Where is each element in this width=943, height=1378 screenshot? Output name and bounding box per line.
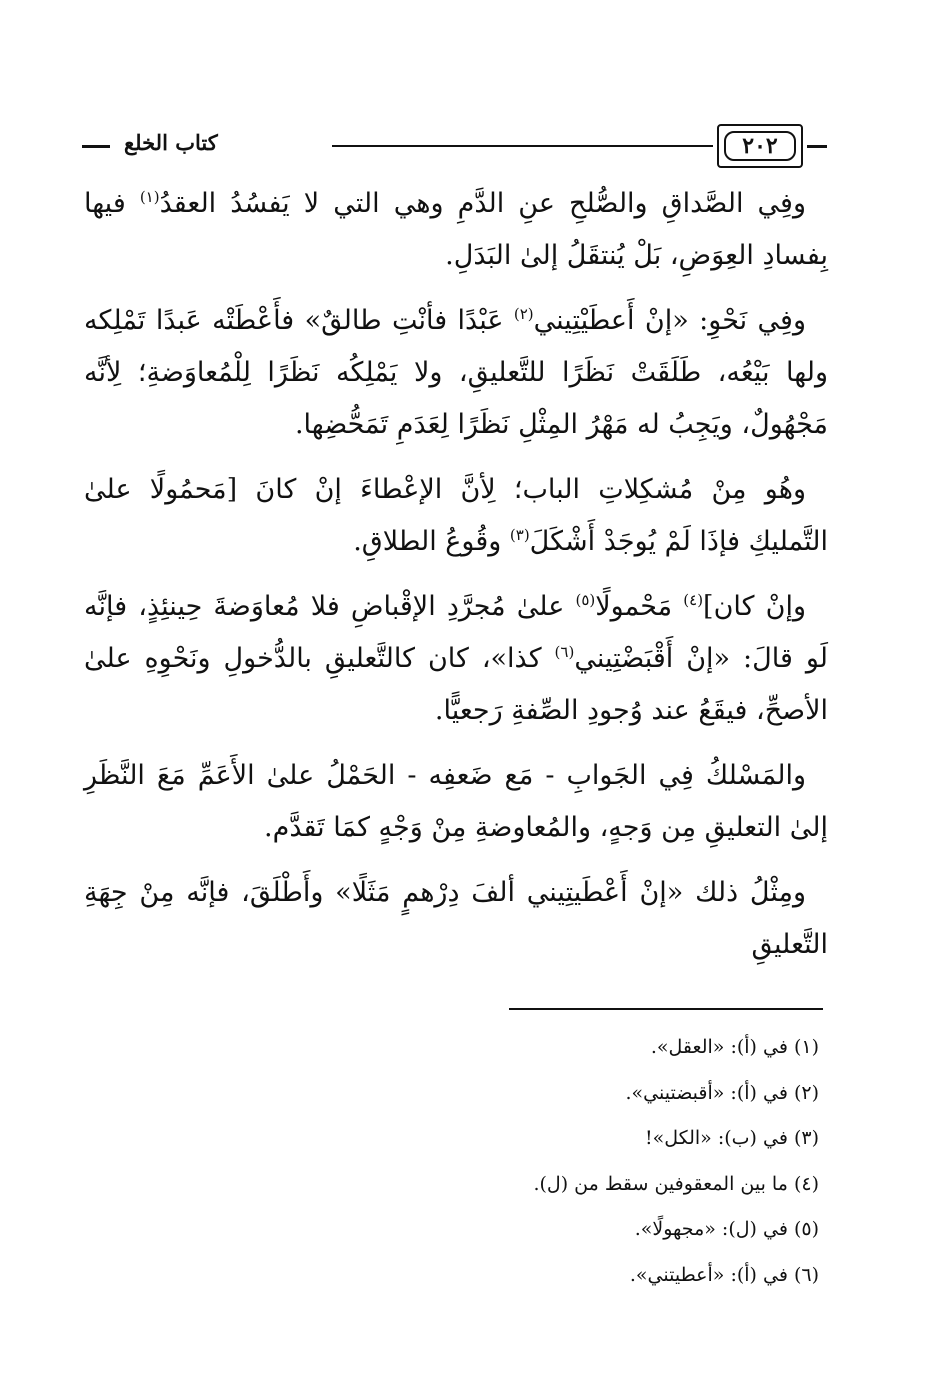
book-title: كتاب الخلع bbox=[124, 130, 218, 155]
footnote: (٣) في (ب): «الكل»! bbox=[644, 1127, 819, 1149]
paragraph-text: وفِي نَحْوِ: «إنْ أَعطَيْتِيني bbox=[533, 305, 806, 336]
footnote-reference: (٤) bbox=[683, 591, 704, 609]
paragraph bbox=[84, 178, 828, 282]
footnote-reference: (٣) bbox=[509, 526, 530, 544]
footnote: (٤) ما بين المعقوفين سقط من (ل). bbox=[533, 1172, 819, 1195]
paragraph-text: عَبْدًا فأنْتِ طالقٌ» فأَعْطَتْه عَبدًا تَمْلِكه ولها بَيْعُه، طَلَقَتْ نَظَرًا للتَّعليقِ، ولا يَمْلِكُه نَظَرًا لِلْمُعاوَضةِ؛ لِأنَّه مَجْهُولٌ، ويَجِبُ له مَهْرُ المِثْلِ نَظَرًا لِعَدَمِ تَمَحُّضِها. bbox=[84, 305, 828, 440]
footnote-reference: (١) bbox=[139, 188, 160, 206]
page-number: ٢٠٢ bbox=[724, 131, 796, 161]
paragraph-text: وهُو مِنْ مُشكِلاتِ الباب؛ لِأنَّ الإعْطاءَ إنْ كانَ [مَحمُولًا علىٰ التَّمليكِ فإذَا لَمْ يُوجَدْ أَشْكَلَ bbox=[84, 474, 828, 557]
paragraph-text: علىٰ مُجرَّدِ الإقْباضِ فلا مُعاوَضةَ حِينئِذٍ، فإنَّه لَو قالَ: «إنْ أَقْبَضْتِيني bbox=[84, 591, 828, 674]
paragraph-text: والمَسْلكُ فِي الجَوابِ - مَع ضَعفِه - الحَمْلُ علىٰ الأَعَمِّ مَعَ النَّظَرِ إلىٰ التعليقِ مِن وَجهٍ، والمُعاوضةِ مِنْ وَجْهٍ كمَا تَقدَّم. bbox=[84, 760, 828, 843]
page-number-frame bbox=[717, 124, 803, 168]
footnote: (٢) في (أ): «أقبضتيني». bbox=[625, 1081, 819, 1104]
paragraph bbox=[84, 581, 828, 737]
footnote: (١) في (أ): «العقل». bbox=[650, 1036, 819, 1058]
paragraph-text: وفِي الصَّداقِ والصُّلحِ عنِ الدَّمِ وهي التي لا يَفسُدُ العقدُ bbox=[159, 188, 806, 219]
footnote: (٦) في (أ): «أعطيتني». bbox=[629, 1263, 819, 1286]
header-rule-middle bbox=[332, 145, 713, 147]
paragraph bbox=[84, 295, 828, 451]
paragraph bbox=[84, 464, 828, 568]
paragraph-text: كذا»، كان كالتَّعليقِ بالدُّخولِ ونَحْوِهِ علىٰ الأصحِّ، فيقَعُ عند وُجودِ الصِّفةِ رَجعيًّا. bbox=[84, 643, 828, 726]
header-rule-left bbox=[82, 145, 110, 148]
paragraph bbox=[84, 750, 828, 854]
paragraph-text: وإنْ كان] bbox=[703, 591, 806, 622]
paragraph-text: وقُوعُ الطلاقِ. bbox=[353, 526, 510, 557]
footnote: (٥) في (ل): «مجهولًا». bbox=[634, 1218, 819, 1240]
main-text bbox=[84, 178, 828, 984]
footnote-reference: (٦) bbox=[554, 643, 575, 661]
page-header bbox=[82, 124, 827, 170]
footnote-reference: (٢) bbox=[513, 305, 534, 323]
paragraph bbox=[84, 867, 828, 971]
header-rule-right bbox=[807, 145, 827, 148]
paragraph-text: فيها بِفسادِ العِوَضِ، بَلْ يُنتقَلُ إلىٰ البَدَلِ. bbox=[84, 188, 828, 271]
footnote-separator bbox=[509, 1008, 823, 1010]
footnote-reference: (٥) bbox=[575, 591, 596, 609]
paragraph-text: مَحْمولًا bbox=[595, 591, 684, 622]
footnotes bbox=[219, 1025, 819, 1298]
paragraph-text: ومِثْلُ ذلك «إنْ أَعْطَيتِيني ألفَ دِرْهمٍ مَثَلًا» وأَطْلَقَ، فإنَّه مِنْ جِهَةِ التَّعليقِ bbox=[84, 877, 828, 960]
